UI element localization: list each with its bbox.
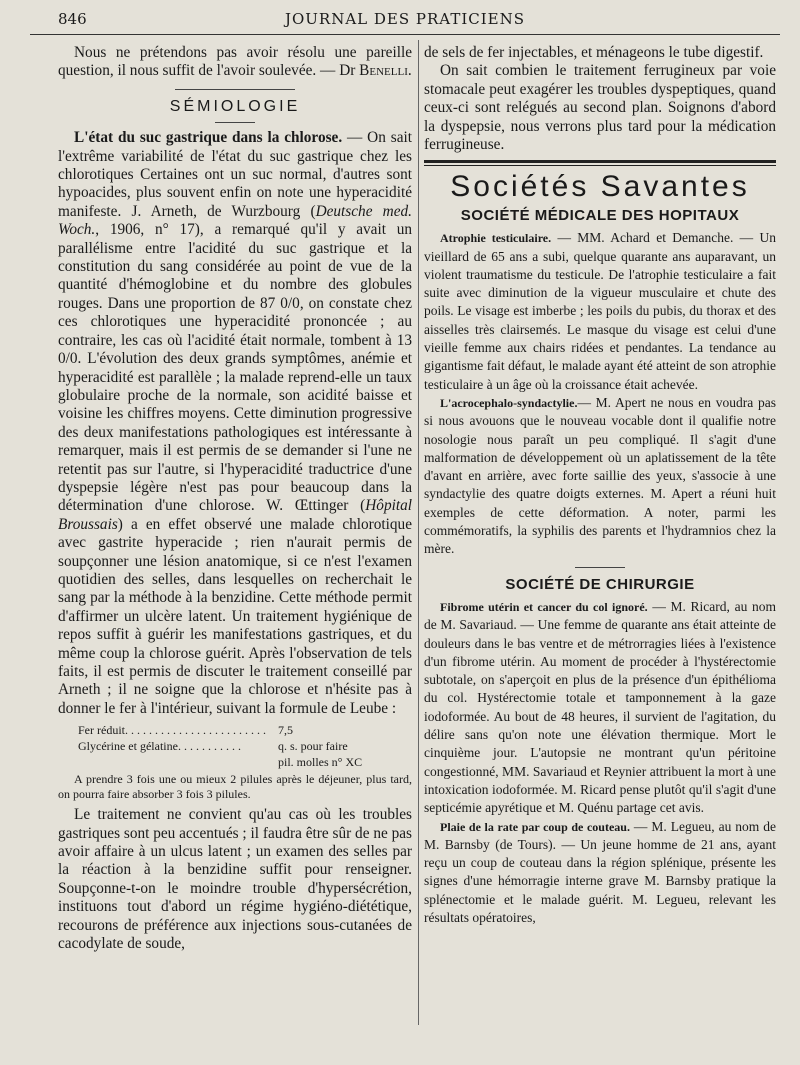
hopitaux-articles: [424, 229, 776, 558]
article-title-acrocephalo: L'acrocephalo-syndactylie.: [440, 395, 578, 410]
section-rule: [175, 89, 295, 90]
article-text-acrocephalo: — M. Apert ne nous en voudra pas si nous avouons que le nouveau vocable dont il qualifie notre nosologie nous paraît un peu compliqué. Il s'agit d'une malformation de développement où un aplatissement de la tête d'avant en arrière, avec forte saillie des yeux, s'associe à une syndactylie des quatre doigts externes. M. Apert a réuni huit exemples de cette déformation. A noter, parmi les commémoratifs, la syphilis des parents et l'hydramnios chez la mère.: [424, 394, 776, 557]
formula-row: [78, 722, 412, 738]
intro-text: Nous ne prétendons pas avoir résolu une pareille question, il nous suffit de l'avoir soulevée. —: [58, 44, 412, 80]
article-text-a: — On sait l'extrême variabilité de l'état du suc gastrique chez les chlorotiques Certaines ont un suc normal, d'autres sont hypoacides, plus souvent enfin on note une hyperacidité manifeste. J. Arneth, de Wurzbourg (: [58, 129, 412, 220]
article-title: L'état du suc gastrique dans la chlorose.: [74, 129, 343, 147]
chirurgie-articles: [424, 598, 776, 927]
formula-value: pil. molles n° XC: [278, 755, 363, 770]
article-fibrome: [424, 598, 776, 818]
article-reference: Deutsche med. Woch.: [58, 202, 412, 239]
formula-block: [78, 722, 412, 770]
article-text-rate: — M. Legueu, au nom de M. Barnsby (de Tours). — Un jeune homme de 21 ans, ayant reçu un coup de couteau dans la région splénique, présente les signes d'une hémorragie interne grave M. Barnsby pratique la splénectomie et le malade guérit. M. Legueu, relevant les résultats opératoires,: [424, 818, 777, 926]
society-title-hopitaux: SOCIÉTÉ MÉDICALE DES HOPITAUX: [460, 206, 740, 224]
author-name: Benelli.: [359, 62, 412, 80]
page-header: [30, 10, 780, 36]
formula-ingredient: [78, 754, 278, 770]
double-rule: [424, 160, 776, 166]
author-prefix: Dr: [339, 62, 356, 80]
page-number: 846: [58, 10, 87, 28]
formula-row: [78, 738, 412, 754]
left-column: [58, 44, 412, 953]
article-title-rate: Plaie de la rate par coup de couteau.: [440, 819, 630, 834]
intro-paragraph: [58, 44, 412, 81]
formula-value: 7,5: [278, 723, 293, 738]
continued-paragraph: On sait combien le traitement ferrugineux par voie stomacale peut exagérer les troubles dyspeptiques, quand ceux-ci sont relégués au second plan. Soignons d'abord la dyspepsie, nous verrons plus tard pour la médication ferrugineuse.: [424, 62, 776, 154]
societes-savantes-title: Sociétés Savantes: [450, 170, 750, 204]
section-title-semiologie: SÉMIOLOGIE: [169, 97, 301, 115]
article-title-atrophie: Atrophie testiculaire.: [440, 231, 552, 246]
treatment-paragraph: Le traitement ne convient qu'au cas où les troubles gastriques sont peu accentués ; il faudra être sûr de ne pas avoir affaire à un ulcus latent ; un examen des selles par la réaction à la benzidine suffit pour renseigner. Soupçonne-t-on le moindre trouble d'hypersécrétion, instituons tout d'abord un régime hygiéno-diététique, recourons de préférence aux injections sous-cutanées de cacodylate de soude,: [58, 806, 412, 953]
society-title-chirurgie: SOCIÉTÉ DE CHIRURGIE: [505, 575, 695, 593]
short-rule: [215, 122, 255, 123]
header-rule: [30, 34, 780, 35]
formula-note: A prendre 3 fois une ou mieux 2 pilules après le déjeuner, plus tard, on pourra faire absorber 3 fois 3 pilules.: [58, 772, 412, 802]
formula-row: [78, 754, 412, 770]
right-column: [424, 44, 776, 927]
article-atrophie: [424, 229, 776, 394]
formula-ingredient: Glycérine et gélatine. . . . . . . . . . .: [78, 739, 241, 754]
article-text-atrophie: — MM. Achard et Demanche. — Un vieillard de 65 ans a subi, quelque quarante ans auparavant, un violent traumatisme du testicule. De l'atrophie testiculaire a fait suite avec diminution de la vigueur musculaire et chute des poils. Le visage est imberbe ; les poils du pubis, du thorax et des aisselles très clairsemés. Le masque du visage est celui d'une vieille femme aux chairs ridées et pendantes. La tendance au gigantisme fait défaut, le malade ayant été atteint de son atrophie testiculaire à un âge où la croissance était achevée.: [424, 230, 776, 392]
formula-value: q. s. pour faire: [278, 739, 348, 754]
article-rate: [424, 818, 776, 928]
journal-title: JOURNAL DES PRATICIENS: [284, 10, 526, 28]
article-paragraph: [58, 129, 412, 718]
formula-ingredient: Fer réduit. . . . . . . . . . . . . . . . . . . . . . . .: [78, 723, 266, 738]
article-reference-2: Hôpital Broussais: [58, 497, 412, 533]
article-text-fibrome: — M. Ricard, au nom de M. Savariaud. — Une femme de quarante ans était atteinte de douleurs dans le bas ventre et de métrorragies liées à l'existence d'un fibrome utérin. Au moment de procéder à l'hystérectomie subtotale, on s'aperçoit en plus de la présence d'un épithélioma du col. Hystérectomie totale et tamponnement à la gaze iodoformée. Au bout de 48 heures, il survient de l'agitation, du délire sans qu'on note une élévation thermique. Mort le cinquième jour. L'autopsie ne montrant qu'un péritoine congestionné, MM. Savariaud et Reynier attribuent la mort à une intoxication iodoformée. M. Ricard pense plutôt qu'il s'agit d'une septicémie apyrétique et M. Quénu partage cet avis.: [424, 599, 777, 816]
article-acrocephalo: [424, 394, 776, 559]
continued-text: de sels de fer injectables, et ménageons le tube digestif.: [424, 44, 764, 61]
column-divider: [418, 40, 419, 1025]
article-text-c: ) a en effet observé une malade chlorotique avec gastrite hyperacide ; rien n'aurait permis de soupçonner une lésion anatomique, si ce n'est l'examen quotidien des selles, dans lesquelles on recherchait le sang par la méthode à la benzidine. Cette méthode permit d'affirmer un ulcère latent. Un traitement hygiénique de repos suffit à guérir les manifestations gastriques, et du même coup la chlorose guérit. Après l'observation de tels faits, il est permis de discuter le traitement conseillé par Arneth ; il ne soigne que la chlorose et n'hésite pas à donner le fer à l'intérieur, suivant la formule de Leube :: [58, 515, 412, 717]
article-text-b: , 1906, n° 17), a remarqué qu'il y avait un parallélisme entre l'acidité du suc gastrique et la constitution du sang considérée au point de vue de la quantité d'hémoglobine et du nombre des globules rouges. Dans une proportion de 87 0/0, on constate chez ces chlorotiques une hyperacidité prononcée ; au contraire, les cas où l'acidité était normale, tombent à 13 0/0. L'évolution des deux grands symptômes, anémie et hyperacidité est parallèle ; la malade reprend-elle un taux globulaire proche de la normale, son acidité baisse et voisine les chiffres moyens. Cette diminution progressive des deux manifestations pathologiques est intéressante à remarquer, mais il est permis de se demander si l'une ne retentit pas sur l'autre, si l'hyperacidité traductrice d'une dyspepsie légère n'est pas pour beaucoup dans la détermination d'une chlorose. W. Œttinger (: [58, 221, 412, 515]
article-title-fibrome: Fibrome utérin et cancer du col ignoré.: [440, 600, 648, 614]
short-rule: [575, 567, 625, 568]
